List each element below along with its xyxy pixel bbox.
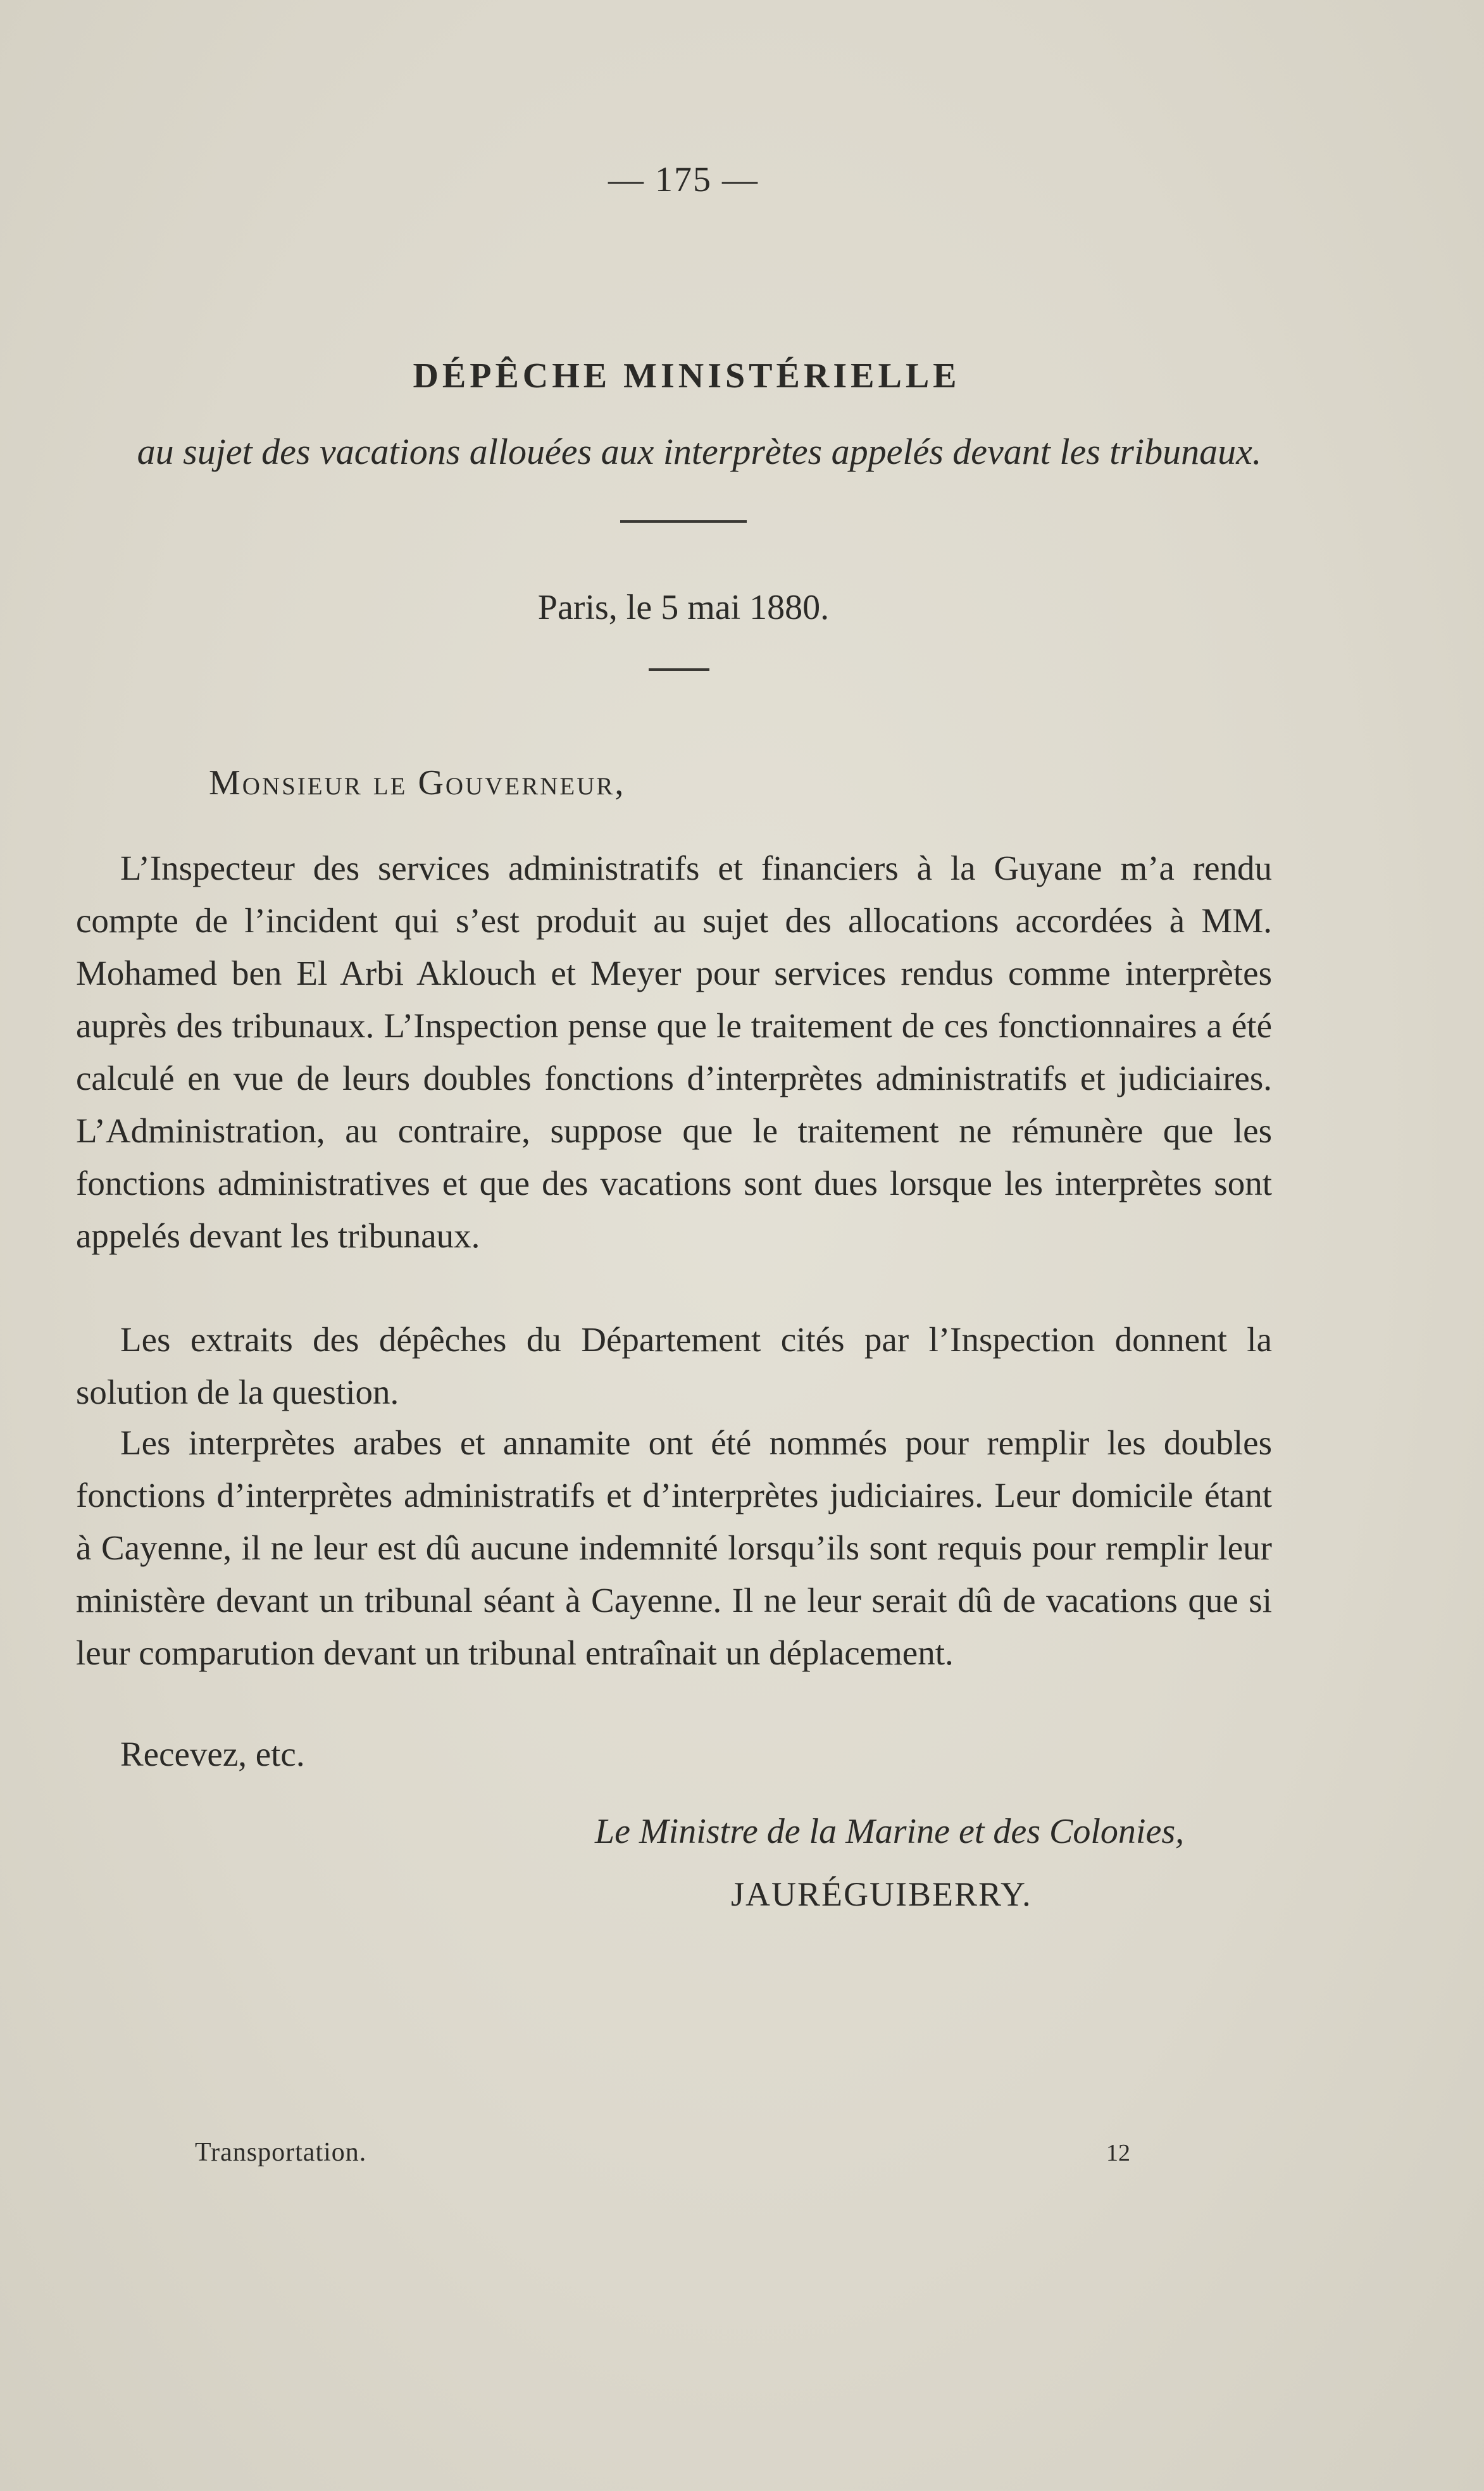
page-number: — 175 —	[608, 160, 759, 199]
body-paragraph: Les interprètes arabes et annamite ont été nommés pour remplir les doubles fonctions d’interprètes administratifs et d’interprètes judiciaires. Leur domicile étant à Cayenne, il ne leur est dû aucune indemnité lorsqu’ils sont requis pour remplir leur ministère devant un tribunal séant à Cayenne. Il ne leur serait dû de vacations que si leur comparution devant un tribunal entraînait un déplacement.	[76, 1423, 1272, 1672]
body-paragraph-1-block	[76, 842, 1272, 1262]
salutation: Monsieur le Gouverneur,	[209, 763, 626, 802]
document-title: DÉPÊCHE MINISTÉRIELLE	[413, 356, 961, 396]
footer-section-label: Transportation.	[195, 2138, 367, 2167]
footer-signature-mark: 12	[1106, 2140, 1130, 2166]
title-divider	[620, 520, 747, 523]
date-divider	[649, 668, 709, 671]
body-paragraph: L’Inspecteur des services administratifs et financiers à la Guyane m’a rendu compte de l’incident qui s’est produit au sujet des allocations accordées à MM. Mohamed ben El Arbi Aklouch et Meyer pour services rendus comme interprètes auprès des tribunaux. L’Inspection pense que le traitement de ces fonctionnaires a été calculé en vue de leurs doubles fonctions d’interprètes administratifs et judiciaires. L’Administration, au contraire, suppose que le traitement ne rémunère que les fonctions administratives et que des vacations sont dues lorsque les interprètes sont appelés devant les tribunaux.	[76, 849, 1272, 1255]
closing-formula: Recevez, etc.	[120, 1735, 305, 1773]
body-paragraph-3-block	[76, 1416, 1272, 1679]
document-subtitle: au sujet des vacations allouées aux interprètes appelés devant les tribunaux.	[137, 431, 1262, 472]
body-paragraph-2-block	[76, 1313, 1272, 1418]
signature-role: Le Ministre de la Marine et des Colonies,	[595, 1812, 1185, 1851]
signature-name: JAURÉGUIBERRY.	[731, 1875, 1032, 1913]
closing-block	[76, 1728, 1272, 1780]
place-date: Paris, le 5 mai 1880.	[537, 588, 830, 627]
body-paragraph: Les extraits des dépêches du Département cités par l’Inspection donnent la solution de la question.	[76, 1320, 1272, 1411]
